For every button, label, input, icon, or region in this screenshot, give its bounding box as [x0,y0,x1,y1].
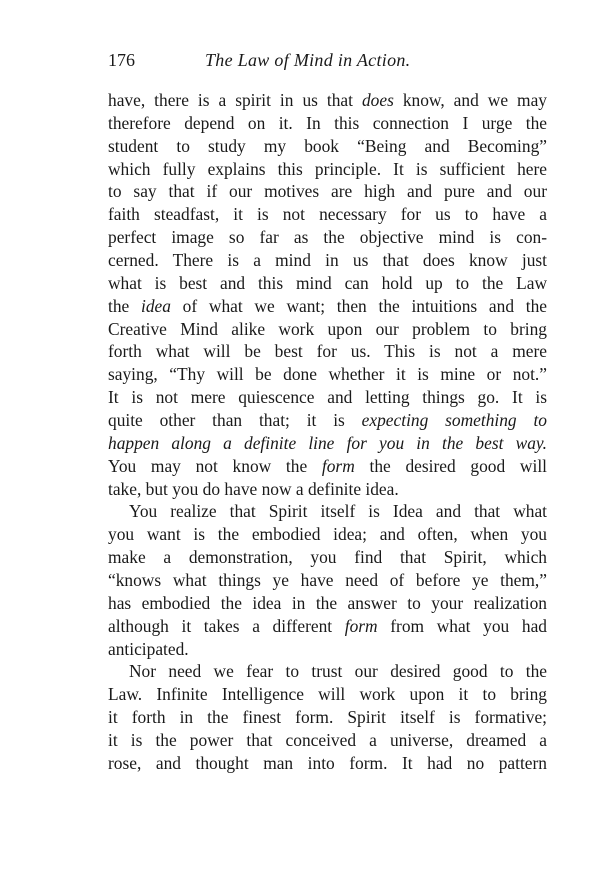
running-header [108,50,548,76]
text-line [108,226,547,249]
text-segment: “knows what things ye have need of before ye them,” [108,570,547,591]
text-line [108,112,547,135]
text-segment: which fully explains this principle. It is sufficient here [108,158,547,179]
text-line [108,592,547,615]
text-segment: of what we want; then the intuitions and the [170,295,547,316]
text-line [108,363,547,386]
text-line [108,158,547,181]
running-title: The Law of Mind in Action. [205,50,411,70]
text-line [108,660,547,683]
text-segment: student to study my book “Being and Becoming” [108,135,547,156]
text-line [108,272,547,295]
text-segment: make a demonstration, you find that Spirit, which [108,547,547,568]
text-segment: saying, “Thy will be done whether it is mine or not.” [108,364,547,385]
text-segment: have, there is a spirit in us that [108,90,362,110]
italic-text: form [344,615,378,636]
text-line [108,500,547,523]
text-segment: faith steadfast, it is not necessary for us to have a [108,204,547,225]
text-segment: to say that if our motives are high and pure and our [108,181,547,202]
text-segment: take, but you do have now a definite idea. [108,478,399,499]
text-line [108,523,547,546]
text-line [108,249,547,272]
body-text [108,89,547,775]
text-line [108,683,547,706]
text-line [108,706,547,729]
text-segment: from what you had [377,615,547,636]
text-line [108,203,547,226]
text-segment: has embodied the idea in the answer to your realization [108,592,547,613]
text-segment: although it takes a different [108,615,345,636]
text-segment: you want is the embodied idea; and often, when you [108,524,547,545]
text-line [108,546,547,569]
italic-text: does [361,90,394,110]
text-segment: You may not know the [108,455,322,476]
text-line [108,386,547,409]
text-line [108,729,547,752]
text-segment: quite other than that; it is [108,410,362,431]
text-segment: the [108,295,141,316]
text-line [108,432,547,455]
text-segment: know, and we may [393,90,547,110]
italic-text: form [321,455,355,476]
page-number: 176 [108,50,135,70]
text-segment: it forth in the finest form. Spirit itself is formative; [108,707,547,728]
italic-text: expecting something to [361,410,547,431]
text-line [108,318,547,341]
text-line [108,455,547,478]
text-segment: It is not mere quiescence and letting things go. It is [108,387,547,408]
text-line [108,135,547,158]
text-segment: therefore depend on it. In this connection I urge the [108,112,547,133]
text-segment: You realize that Spirit itself is Idea and that what [129,501,547,522]
text-segment: the desired good will [354,455,547,476]
text-segment: it is the power that conceived a universe, dreamed a [108,730,547,751]
text-line [108,615,547,638]
text-line [108,638,547,661]
text-segment: Law. Infinite Intelligence will work upon it to bring [108,684,547,705]
text-segment: Creative Mind alike work upon our problem to bring [108,318,547,339]
text-segment: what is best and this mind can hold up to the Law [108,272,547,293]
italic-text: idea [140,295,171,316]
text-line [108,752,547,775]
text-line [108,409,547,432]
italic-text: happen along a definite line for you in the best way. [108,432,547,453]
text-segment: rose, and thought man into form. It had no pattern [108,752,547,773]
text-line [108,295,547,318]
text-line [108,569,547,592]
text-line [108,478,547,501]
text-segment: forth what will be best for us. This is not a mere [108,341,547,362]
text-line [108,340,547,363]
text-line [108,180,547,203]
text-segment: perfect image so far as the objective mind is con- [108,227,547,248]
text-segment: anticipated. [108,638,189,659]
text-line [108,89,547,112]
text-segment: cerned. There is a mind in us that does know just [108,250,547,271]
text-segment: Nor need we fear to trust our desired good to the [129,661,547,682]
